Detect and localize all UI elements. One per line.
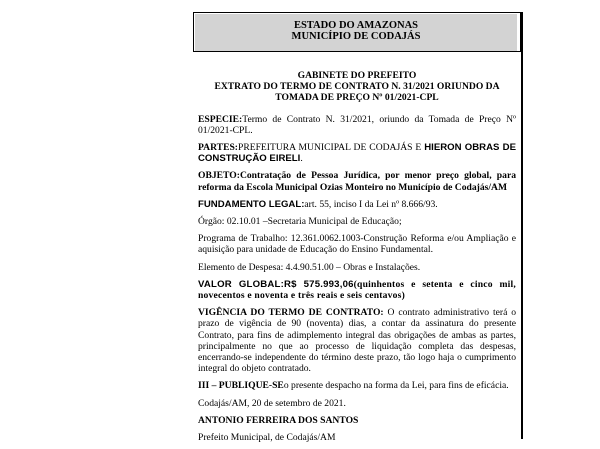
header-state: ESTADO DO AMAZONAS	[293, 20, 419, 31]
partes-company: HIERON OBRAS DE CONSTRUÇÃO EIRELI	[198, 142, 516, 165]
especie-text: Termo de Contrato N. 31/2021, oriundo da Tomada de Preço Nº 01/2021-CPL.	[198, 113, 516, 136]
especie-label: ESPECIE:	[198, 113, 243, 125]
valor-amount: R$ 575.993,06	[283, 278, 354, 290]
header-title	[195, 14, 517, 51]
date-line: Codajás/AM, 20 de setembro de 2021.	[198, 397, 346, 409]
fundamento-text: art. 55, inciso I da Lei nº 8.666/93.	[304, 198, 438, 210]
fundamento-label: FUNDAMENTO LEGAL:	[198, 198, 305, 210]
vigencia-paragraph	[198, 307, 516, 374]
valor-paragraph	[198, 279, 516, 301]
programa-paragraph: Programa de Trabalho: 12.361.0062.1003-Construção Reforma e/ou Ampliação e aquisição para unidade de Educação do Ensino Fundamental.	[198, 233, 516, 256]
partes-label: PARTES:	[198, 142, 238, 154]
publique-text: o presente despacho na forma da Lei, para fins de eficácia.	[283, 380, 509, 392]
extract-title	[198, 70, 516, 104]
valor-label: VALOR GLOBAL:	[198, 278, 284, 290]
title-office: GABINETE DO PREFEITO	[297, 70, 417, 81]
signer-name: ANTONIO FERREIRA DOS SANTOS	[198, 414, 359, 426]
fundamento-paragraph	[198, 199, 516, 210]
extract-content	[198, 70, 516, 449]
title-line-3: TOMADA DE PREÇO Nº 01/2021-CPL	[275, 92, 439, 104]
especie-paragraph	[198, 114, 516, 136]
objeto-paragraph	[198, 170, 516, 192]
vigencia-text: O contrato administrativo terá o prazo de vigência de 90 (noventa) dias, a contar da assinatura do presente Contrato, para fins de adimplemento integral das obrigações de ambas as partes, principalmente no que ao processo de liquidação completa das despesas, encerrando-se independente do término deste prazo, tão logo haja o cumprimento integral do objeto contratado.	[198, 307, 517, 375]
header-municipality: MUNICÍPIO DE CODAJÁS	[291, 31, 421, 42]
objeto-label: OBJETO:	[198, 170, 240, 182]
valor-extenso: (quinhentos e setenta e cinco mil, novecentos e noventa e três reais e seis centavos)	[198, 278, 516, 302]
partes-text: PREFEITURA MUNICIPAL DE CODAJÁS E	[238, 142, 425, 154]
signer-role: Prefeito Municipal, de Codajás/AM	[198, 432, 336, 444]
partes-end: .	[300, 153, 303, 165]
objeto-text: Contratação de Pessoa Jurídica, por menor preço global, para reforma da Escola Municipal Ozias Monteiro no Município de Codajás/AM	[198, 170, 516, 193]
publique-label: III – PUBLIQUE-SE	[198, 380, 284, 392]
elemento-paragraph: Elemento de Despesa: 4.4.90.51.00 – Obras e Instalações.	[198, 261, 421, 273]
title-line-2: EXTRATO DO TERMO DE CONTRATO N. 31/2021 ORIUNDO DA	[214, 81, 500, 93]
header-box	[193, 12, 521, 52]
partes-paragraph	[198, 142, 516, 164]
publique-paragraph	[198, 380, 516, 391]
vigencia-label: VIGÊNCIA DO TERMO DE CONTRATO:	[198, 307, 384, 319]
orgao-paragraph: Órgão: 02.10.01 –Secretaria Municipal de Educação;	[198, 216, 402, 228]
right-rule	[521, 12, 523, 439]
